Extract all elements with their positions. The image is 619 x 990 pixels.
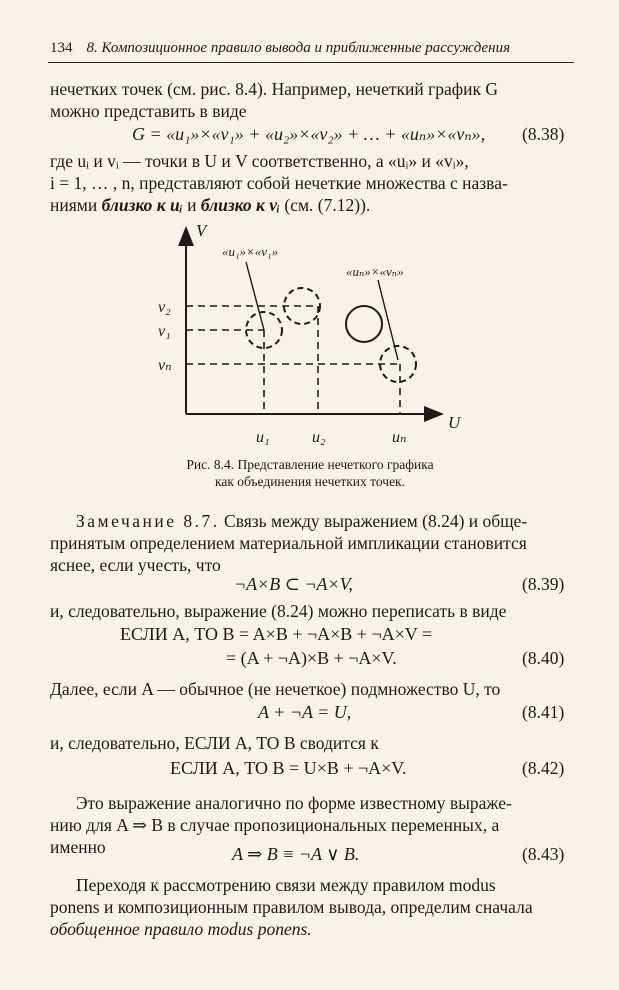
tick-u2: u₂ (312, 429, 326, 446)
para4-line1: Далее, если A — обычное (не нечеткое) подмножество U, то (50, 679, 501, 699)
equation-8-40-line2: = (A + ¬A)×B + ¬A×V. (226, 648, 397, 668)
remark-line2: принятым определением материальной импликации становится (50, 533, 527, 553)
u-axis-label: U (448, 413, 461, 432)
running-title: 8. Композиционное правило вывода и приближенные рассуждения (86, 40, 511, 56)
label-u1-v1: «u₁»×«v₁» (222, 244, 279, 259)
term-close-to-u: близко к uᵢ (101, 195, 183, 215)
figure-caption-line1: Рис. 8.4. Представление нечеткого графика (186, 457, 434, 472)
remark-line1 (76, 510, 527, 533)
term-close-to-v: близко к vᵢ (200, 195, 280, 215)
para2-line1: где uᵢ и vᵢ — точки в U и V соответственно, а «uᵢ» и «vᵢ», (50, 151, 469, 171)
label-un-vn: «uₙ»×«vₙ» (346, 264, 404, 279)
page-number: 134 (50, 40, 73, 56)
para2-line3 (50, 194, 370, 217)
tick-v1: v₁ (158, 323, 171, 340)
para6-line1: Это выражение аналогично по форме известному выраже- (76, 793, 512, 813)
remark-line1-text: Связь между выражением (8.24) и обще- (224, 511, 528, 531)
tick-v2: v₂ (158, 299, 171, 316)
tick-vn: vₙ (158, 357, 172, 374)
equation-number-8-39: (8.39) (522, 574, 565, 594)
remark-line3: яснее, если учесть, что (50, 555, 221, 575)
equation-number-8-42: (8.42) (522, 758, 565, 778)
v-axis-label: V (196, 221, 207, 240)
para2-line2: i = 1, … , n, представляют собой нечеткие множества с назва- (50, 173, 508, 193)
tick-un: uₙ (392, 429, 407, 446)
para2-line3-pre: ниями (50, 195, 98, 215)
equation-8-43: A ⇒ B ≡ ¬A ∨ B. (232, 844, 360, 864)
equation-number-8-38: (8.38) (522, 124, 565, 144)
running-header (50, 40, 572, 57)
para1-line2: можно представить в виде (50, 101, 247, 121)
figure-caption-line2: как объединения нечетких точек. (214, 474, 405, 489)
equation-8-42: ЕСЛИ A, ТО B = U×B + ¬A×V. (170, 758, 407, 778)
fuzzy-point-n (380, 346, 416, 382)
fuzzy-point-3 (346, 306, 382, 342)
figure-8-4 (140, 218, 480, 450)
para3-line1: и, следовательно, выражение (8.24) можно переписать в виде (50, 601, 507, 621)
equation-8-39: ¬A×B ⊂ ¬A×V, (234, 574, 353, 594)
fuzzy-point-2 (284, 288, 320, 324)
equation-number-8-43: (8.43) (522, 844, 565, 864)
para7-line3: обобщенное правило modus ponens. (50, 919, 312, 939)
equation-8-38: G = «u₁»×«v₁» + «u₂»×«v₂» + … + «uₙ»×«vₙ», (132, 124, 486, 144)
para7-line2: ponens и композиционным правилом вывода, определим сначала (50, 897, 533, 917)
pointer-1 (246, 262, 264, 330)
equation-number-8-40: (8.40) (522, 648, 565, 668)
para5-line1: и, следовательно, ЕСЛИ A, ТО B сводится к (50, 733, 379, 753)
para2-line3-post: (см. (7.12)). (284, 195, 371, 215)
equation-8-41: A + ¬A = U, (258, 702, 352, 722)
para7-line1: Переходя к рассмотрению связи между правилом modus (76, 875, 496, 895)
para2-line3-mid: и (187, 195, 197, 215)
equation-number-8-41: (8.41) (522, 702, 565, 722)
para1-line1: нечетких точек (см. рис. 8.4). Например, нечеткий график G (50, 79, 499, 99)
header-rule (48, 62, 574, 63)
equation-8-40-line1: ЕСЛИ A, ТО B = A×B + ¬A×B + ¬A×V = (120, 624, 433, 644)
para6-line2: нию для A ⇒ B в случае пропозициональных переменных, а (50, 815, 500, 835)
tick-u1: u₁ (256, 429, 270, 446)
remark-title: Замечание 8.7. (76, 511, 220, 531)
para6-line3: именно (50, 837, 106, 857)
